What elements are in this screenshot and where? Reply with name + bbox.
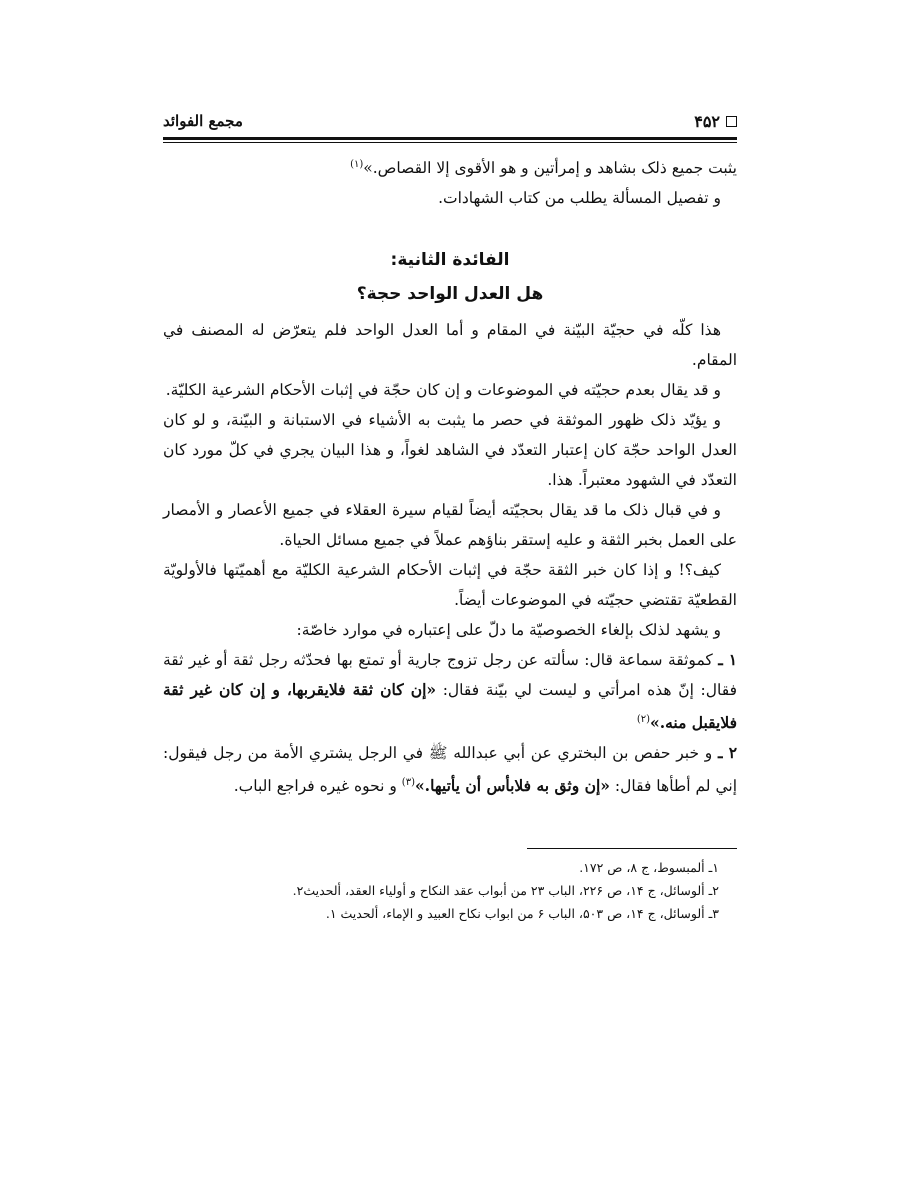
footnote-separator: [527, 848, 737, 849]
header-rule-thick: [163, 137, 737, 140]
list-item-1-text: کموثقة سماعة قال: سألته عن رجل تزوج جاریة أو تمتع بها فحدّثه رجل ثقة أو غیر ثقة فقال: إنّ هذه امرأتي و لیست لي بیّنة فقال:: [163, 651, 737, 700]
list-item-1-number: ۱ ـ: [718, 650, 738, 670]
footnotes: [163, 856, 737, 925]
list-item-1: [163, 645, 737, 738]
footnote-ref-3: (۳): [401, 777, 415, 789]
continuation-line: [163, 150, 737, 183]
footnote-ref-2: (۲): [636, 714, 650, 726]
footnote-2: ۲ـ ألوسائل، ج ۱۴، ص ۲۲۶، الباب ۲۳ من أبواب عقد النکاح و أولیاء العقد، ألحدیث۲.: [292, 883, 719, 898]
list-item-2-text: و خبر حفص بن البختري عن أبي عبدالله ﷺ في الرجل یشتري الأمة من رجل فیقول: إني لم أطأها فقال:: [163, 744, 737, 796]
paragraph-4: و في قبال ذلک ما قد یقال بحجیّته أیضاً لقیام سیرة العقلاء في جمیع الأعصار و الأمصار علی العمل بخبر الثقة و علیه إستقر بناؤهم عملاً في جمیع مسائل الحیاة.: [163, 501, 737, 550]
list-item-2-tail: و نحوه غیره فراجع الباب.: [233, 777, 397, 796]
footnote-3: ۳ـ ألوسائل، ج ۱۴، ص ۵۰۳، الباب ۶ من ابواب نکاح العبید و الإماء، ألحدیث ۱.: [325, 906, 719, 921]
list-item-2: [163, 738, 737, 801]
section-heading-question: هل العدل الواحد حجة؟: [356, 284, 544, 305]
footnote-1: ۱ـ ألمبسوط، ج ۸، ص ۱۷۲.: [579, 860, 719, 875]
book-title: مجمع الفوائد: [163, 112, 243, 130]
header-rule-thin: [163, 142, 737, 143]
page-header: [163, 112, 737, 138]
list-item-2-quote: «إن وثق به فلابأس أن یأتیها.»: [414, 776, 610, 796]
page-number-text: ۴۵۲: [694, 112, 720, 131]
list-item-2-number: ۲ ـ: [717, 743, 738, 763]
paragraph-3: و یؤیّد ذلک ظهور الموثقة في حصر ما یثبت به الأشیاء في الاستبانة و البیّنة، و لو کان العدل الواحد حجّة کان إعتبار التعدّد في الشاهد لغواً، و هذا البیان یجري في کلّ مورد کان التعدّد في الشهود معتبراً. هذا.: [163, 411, 737, 490]
footnote-ref-1: (۱): [350, 159, 364, 170]
list-item-1-quote: «إن کان ثقة فلایقربها، و إن کان غیر ثقة فلایقبل منه.»: [163, 680, 737, 733]
page-body: [163, 150, 737, 801]
continuation-text: یثبت جمیع ذلک بشاهد و إمرأتین و هو الأقوی إلا القصاص.»: [363, 159, 737, 178]
section-heading-label: الفائدة الثانیة:: [390, 250, 510, 271]
paragraph-6: و یشهد لذلک بإلغاء الخصوصیّة ما دلّ علی إعتباره في موارد خاصّة:: [296, 621, 721, 640]
detail-line: و تفصیل المسألة یطلب من کتاب الشهادات.: [438, 189, 721, 208]
paragraph-5: کیف؟! و إذا کان خبر الثقة حجّة في إثبات الأحکام الشرعیة الکلیّة مع أهمیّتها فالأولویّة القطعیّة تقتضي حجیّته في الموضوعات أیضاً.: [163, 561, 737, 610]
paragraph-2: و قد یقال بعدم حجیّته في الموضوعات و إن کان حجّة في إثبات الأحکام الشرعیة الکلیّة.: [165, 381, 721, 400]
square-icon: [726, 116, 737, 127]
paragraph-1: هذا کلّه في حجیّة البیّنة في المقام و أما العدل الواحد فلم یتعرّض له المصنف في المقام.: [163, 321, 737, 370]
page-number: [694, 112, 737, 131]
